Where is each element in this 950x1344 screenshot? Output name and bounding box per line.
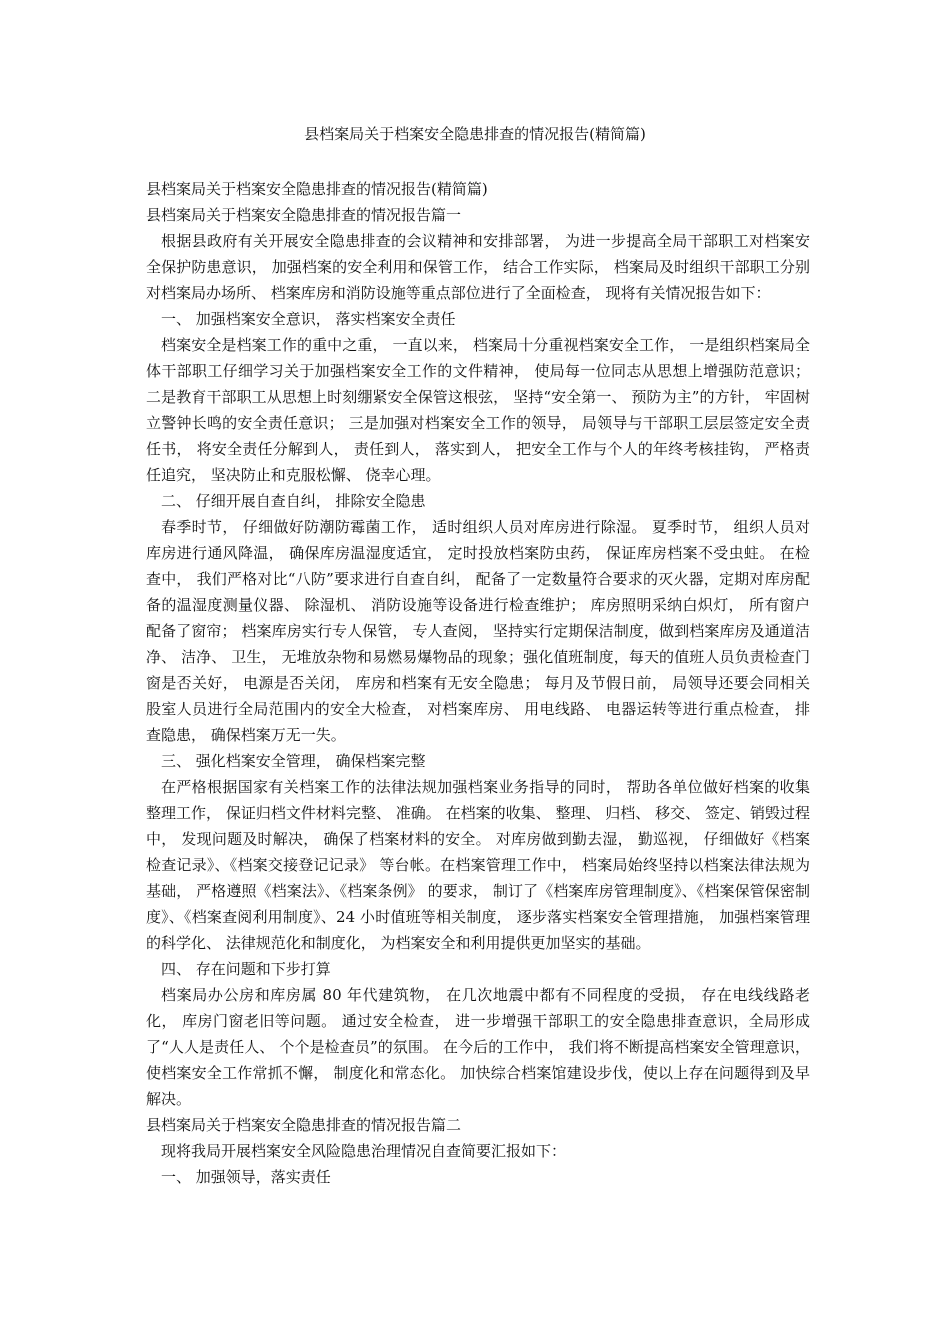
paragraph: 春季时节， 仔细做好防潮防霉菌工作， 适时组织人员对库房进行除湿。 夏季时节， 组织人员对库房进行通风降温， 确保库房温湿度适宜， 定时投放档案防虫药， 保证库房档案不受虫蛀。 在检查中， 我们严格对比“八防”要求进行自查自纠， 配备了一定数量符合要求的灭火器，定期对库房配备的温湿度测量仪器、 除湿机、 消防设施等设备进行检查维护； 库房照明采纳白炽灯， 所有窗户配备了窗帘； 档案库房实行专人保管， 专人查阅， 坚持实行定期保洁制度，做到档案库房及通道洁净、 洁净、 卫生， 无堆放杂物和易燃易爆物品的现象；强化值班制度，每天的值班人员负责检查门窗是否关好， 电源是否关闭， 库房和档案有无安全隐患； 每月及节假日前， 局领导还要会同相关股室人员进行全局范围内的安全大检查， 对档案库房、 用电线路、 电器运转等进行重点检查， 排查隐患， 确保档案万无一失。 [146, 518, 810, 744]
paragraph: 档案局办公房和库房属 80 年代建筑物， 在几次地震中都有不同程度的受损， 存在电线线路老化， 库房门窗老旧等问题。 通过安全检查， 进一步增强干部职工的安全隐患排查意识，全局形成了“人人是责任人、 个个是检查员”的氛围。 在今后的工作中， 我们将不断提高档案安全管理意识， 使档案安全工作常抓不懈， 制度化和常态化。 加快综合档案馆建设步伐，使以上存在问题得到及早解决。 [146, 986, 810, 1108]
paragraph: 一、 加强档案安全意识， 落实档案安全责任 [161, 310, 456, 328]
paragraph: 档案安全是档案工作的重中之重， 一直以来， 档案局十分重视档案安全工作， 一是组织档案局全体干部职工仔细学习关于加强档案安全工作的文件精神， 使局每一位同志从思想上增强防范意识； 二是教育干部职工从思想上时刻绷紧安全保管这根弦， 坚持“安全第一、 预防为主”的方针， 牢固树立警钟长鸣的安全责任意识； 三是加强对档案安全工作的领导， 局领导与干部职工层层签定安全责任书， 将安全责任分解到人， 责任到人， 落实到人， 把安全工作与个人的年终考核挂钩， 严格责任追究， 坚决防止和克服松懈、 侥幸心理。 [146, 336, 810, 484]
document-title: 县档案局关于档案安全隐患排查的情况报告(精简篇) [304, 125, 646, 143]
paragraph: 三、 强化档案安全管理， 确保档案完整 [161, 752, 426, 770]
paragraph: 县档案局关于档案安全隐患排查的情况报告篇二 [146, 1116, 462, 1134]
paragraph: 二、 仔细开展自查自纠， 排除安全隐患 [161, 492, 426, 510]
paragraph: 一、 加强领导，落实责任 [161, 1168, 331, 1186]
paragraph: 县档案局关于档案安全隐患排查的情况报告篇一 [146, 206, 462, 224]
document-body [146, 176, 810, 1190]
paragraph: 县档案局关于档案安全隐患排查的情况报告(精简篇) [146, 180, 488, 198]
paragraph: 在严格根据国家有关档案工作的法律法规加强档案业务指导的同时， 帮助各单位做好档案的收集整理工作， 保证归档文件材料完整、 准确。 在档案的收集、 整理、 归档、 移交、 签定、销毁过程中， 发现问题及时解决， 确保了档案材料的安全。 对库房做到勤去湿， 勤巡视， 仔细做好《档案检查记录》、《档案交接登记记录》 等台帐。在档案管理工作中， 档案局始终坚持以档案法律法规为基础， 严格遵照《档案法》、《档案条例》 的要求， 制订了《档案库房管理制度》、《档案保管保密制度》、《档案查阅利用制度》、24 小时值班等相关制度， 逐步落实档案安全管理措施， 加强档案管理的科学化、 法律规范化和制度化， 为档案安全和利用提供更加坚实的基础。 [146, 778, 810, 952]
paragraph: 四、 存在问题和下步打算 [161, 960, 331, 978]
paragraph: 现将我局开展档案安全风险隐患治理情况自查简要汇报如下： [161, 1142, 567, 1160]
paragraph: 根据县政府有关开展安全隐患排查的会议精神和安排部署， 为进一步提高全局干部职工对档案安全保护防患意识， 加强档案的安全利用和保管工作， 结合工作实际， 档案局及时组织干部职工分别对档案局办场所、 档案库房和消防设施等重点部位进行了全面检查， 现将有关情况报告如下： [146, 232, 810, 302]
